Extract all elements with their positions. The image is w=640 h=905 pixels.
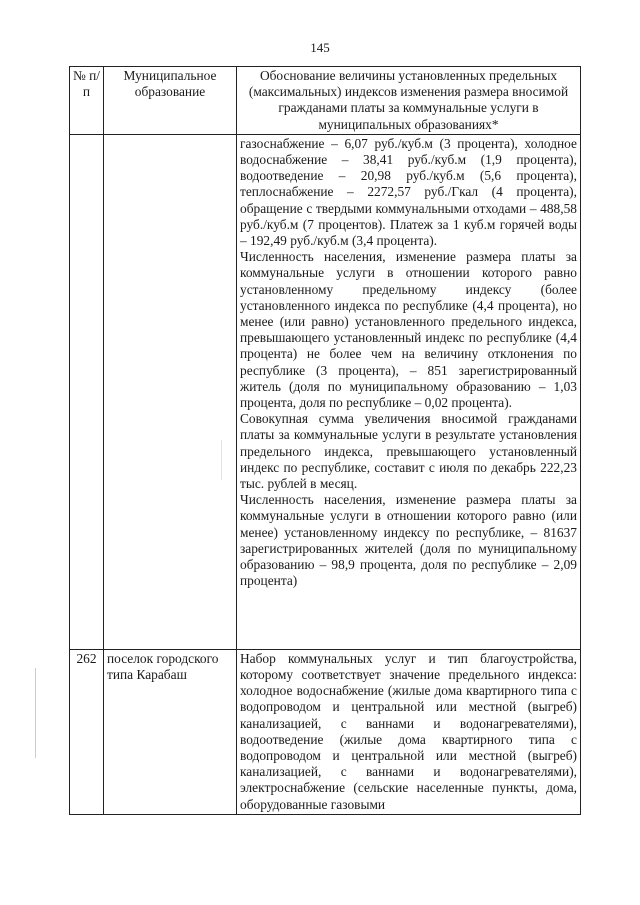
- justification-paragraph: Набор коммунальных услуг и тип благоустройства, которому соответствует значение предельного индекса: холодное водоснабжение (жилые дома квартирного типа с водопроводом и центральной или местной (выгреб) канализацией, с ваннами и водонагревателями), водоотведение (жилые дома квартирного типа с водопроводом и центральной или местной (выгреб) канализацией, с ваннами и водонагревателями), электроснабжение (сельские населенные пункты, дома, оборудованные газовыми: [240, 650, 577, 812]
- header-number: № п/п: [70, 67, 104, 135]
- header-justification: Обоснование величины установленных предельных (максимальных) индексов изменения размера вносимой гражданами платы за коммунальные услуги в муниципальных образованиях*: [237, 67, 581, 135]
- table-row: [70, 649, 581, 814]
- justification-paragraph: Численность населения, изменение размера платы за коммунальные услуги в отношении которого равно (или менее) установленному индексу по республике, – 81637 зарегистрированных жителей (доля по муниципальному образованию – 98,9 процента, доля по республике – 2,09 процента): [240, 492, 577, 589]
- justification-table: [69, 66, 581, 815]
- justification-paragraph: Совокупная сумма увеличения вносимой гражданами платы за коммунальные услуги в результате установления предельного индекса, превышающего установленный индекс по республике, составит с июля по декабрь 222,23 тыс. рублей в месяц.: [240, 411, 577, 492]
- row-number-cell: [70, 134, 104, 649]
- header-municipality: Муниципальное образование: [104, 67, 237, 135]
- justification-cell: [237, 134, 581, 649]
- scan-margin-mark: [35, 668, 36, 758]
- page-number: 145: [310, 40, 330, 55]
- table-header-row: [70, 67, 581, 135]
- justification-cell: [237, 649, 581, 814]
- municipality-cell: поселок городского типа Карабаш: [104, 649, 237, 814]
- scan-margin-mark: [221, 440, 222, 480]
- municipality-cell: [104, 134, 237, 649]
- justification-paragraph: Численность населения, изменение размера платы за коммунальные услуги в отношении которого равно установленному предельному индексу (более установленного индекса по республике (4,4 процента), но менее (или равно) установленного предельного индекса, превышающего установленный индекс по республике (4,4 процента) не более чем на величину отклонения по республике (3 процента), – 851 зарегистрированный житель (доля по муниципальному образованию – 1,03 процента, доля по республике – 0,02 процента).: [240, 249, 577, 411]
- row-number-cell: 262: [70, 649, 104, 814]
- justification-paragraph: газоснабжение – 6,07 руб./куб.м (3 процента), холодное водоснабжение – 38,41 руб./куб.м (1,9 процента), водоотведение – 20,98 руб./куб.м (5,6 процента), теплоснабжение – 2272,57 руб./Гкал (4 процента), обращение с твердыми коммунальными отходами – 488,58 руб./куб.м (7 процентов). Платеж за 1 куб.м горячей воды – 192,49 руб./куб.м (3,4 процента).: [240, 135, 577, 249]
- table-row: [70, 134, 581, 649]
